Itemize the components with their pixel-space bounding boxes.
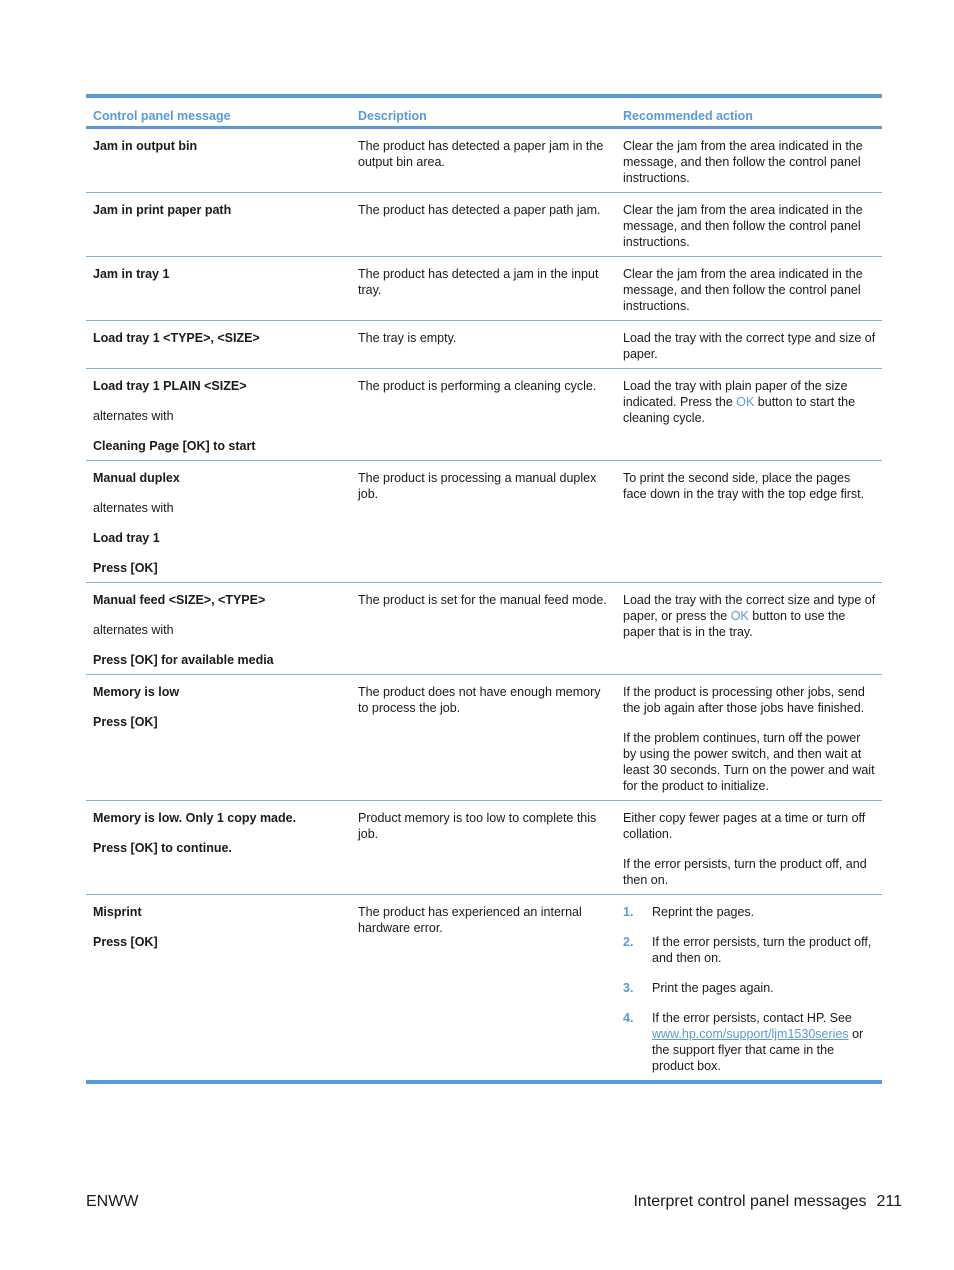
description-cell [351,257,616,320]
message-text: Load tray 1 PLAIN <SIZE> [93,379,247,393]
step-number: 2. [623,935,634,949]
action-text: To print the second side, place the pages face down in the tray with the top edge first. [623,471,865,501]
description-text: The product has detected a paper path jam. [358,203,601,217]
message-text: Memory is low [93,685,180,699]
description-text: The product has experienced an internal hardware error. [358,905,582,935]
description-text: The product is processing a manual duplex job. [358,471,597,501]
ok-button-reference: OK [730,609,749,623]
step-text: Reprint the pages. [652,905,755,919]
footer-section [633,1193,902,1211]
action-text [623,378,876,426]
action-text [623,592,876,640]
message-text: Jam in tray 1 [93,267,170,281]
table-row [86,461,882,583]
message-text: Press [OK] [93,561,158,575]
message-text: Jam in print paper path [93,203,232,217]
hp-support-link[interactable]: www.hp.com/support/ljm1530series [652,1027,849,1041]
message-cell [86,801,351,894]
description-cell [351,321,616,368]
description-cell [351,675,616,800]
message-text: Load tray 1 [93,531,160,545]
action-text-before: Load the tray with plain paper of the size indicated. Press the [623,379,848,409]
action-text-after: button to start the cleaning cycle. [623,395,856,425]
alternates-with-text: alternates with [93,409,174,423]
action-steps-list [623,904,876,1074]
description-cell [351,801,616,894]
message-text: Load tray 1 <TYPE>, <SIZE> [93,331,260,345]
message-text: Press [OK] to continue. [93,841,232,855]
message-cell [86,461,351,582]
step-text [652,1010,876,1074]
action-text: Clear the jam from the area indicated in the message, and then follow the control panel instructions. [623,203,863,249]
table-row [86,675,882,801]
description-text: Product memory is too low to complete this job. [358,811,597,841]
step-text: If the error persists, turn the product off, and then on. [652,935,872,965]
message-cell [86,257,351,320]
message-cell [86,369,351,460]
alternates-with-text: alternates with [93,501,174,515]
footer-section-title: Interpret control panel messages [633,1193,867,1210]
action-text: Either copy fewer pages at a time or turn off collation. [623,811,866,841]
table-header-row [86,98,882,129]
action-cell [616,257,882,320]
step-text: Print the pages again. [652,981,774,995]
message-cell [86,895,351,1080]
messages-table [86,94,882,1084]
step-number: 4. [623,1011,634,1025]
action-text: If the problem continues, turn off the power by using the power switch, and then wait at least 30 seconds. Turn on the power and wait for the product to initialize. [623,731,875,793]
step-text-after: or the support flyer that came in the product box. [652,1027,864,1073]
step-number: 3. [623,981,634,995]
table-row [86,801,882,895]
action-cell [616,369,882,460]
table-row [86,257,882,321]
message-text: Misprint [93,905,142,919]
header-recommended-action: Recommended action [623,109,753,123]
message-cell [86,675,351,800]
message-text: Jam in output bin [93,139,198,153]
action-text: If the error persists, turn the product off, and then on. [623,857,867,887]
table-row [86,369,882,461]
description-text: The product is set for the manual feed mode. [358,593,607,607]
description-text: The product is performing a cleaning cycle. [358,379,597,393]
description-cell [351,895,616,1080]
description-cell [351,461,616,582]
description-cell [351,369,616,460]
action-cell [616,321,882,368]
description-cell [351,583,616,674]
action-text: If the product is processing other jobs, send the job again after those jobs have finished. [623,685,865,715]
message-text: Memory is low. Only 1 copy made. [93,811,297,825]
message-cell [86,321,351,368]
list-item [623,934,876,966]
action-cell [616,801,882,894]
step-number: 1. [623,905,634,919]
table-row [86,321,882,369]
action-cell [616,895,882,1080]
message-text: Manual feed <SIZE>, <TYPE> [93,593,266,607]
message-cell [86,129,351,192]
description-text: The product has detected a paper jam in the output bin area. [358,139,604,169]
page-number: 211 [876,1193,902,1210]
description-cell [351,193,616,256]
description-text: The tray is empty. [358,331,457,345]
step-text-before: If the error persists, contact HP. See [652,1011,852,1025]
ok-button-reference: OK [736,395,755,409]
message-text: Press [OK] [93,715,158,729]
message-cell [86,583,351,674]
action-cell [616,193,882,256]
alternates-with-text: alternates with [93,623,174,637]
action-cell [616,129,882,192]
message-text: Press [OK] for available media [93,653,274,667]
header-description: Description [358,109,427,123]
description-cell [351,129,616,192]
table-row [86,193,882,257]
action-text-after: button to use the paper that is in the tray. [623,609,846,639]
action-text: Clear the jam from the area indicated in the message, and then follow the control panel instructions. [623,139,863,185]
footer-enww: ENWW [86,1193,139,1210]
header-control-panel-message: Control panel message [93,109,231,123]
description-text: The product has detected a jam in the input tray. [358,267,599,297]
action-text: Clear the jam from the area indicated in the message, and then follow the control panel instructions. [623,267,863,313]
action-text-before: Load the tray with the correct size and type of paper, or press the [623,593,876,623]
action-cell [616,583,882,674]
table-row [86,895,882,1080]
action-text: Load the tray with the correct type and size of paper. [623,331,876,361]
message-cell [86,193,351,256]
message-text: Cleaning Page [OK] to start [93,439,256,453]
message-text: Press [OK] [93,935,158,949]
description-text: The product does not have enough memory to process the job. [358,685,601,715]
table-row [86,583,882,675]
list-item [623,1010,876,1074]
list-item [623,904,876,920]
message-text: Manual duplex [93,471,180,485]
action-cell [616,675,882,800]
list-item [623,980,876,996]
table-row [86,129,882,193]
action-cell [616,461,882,582]
